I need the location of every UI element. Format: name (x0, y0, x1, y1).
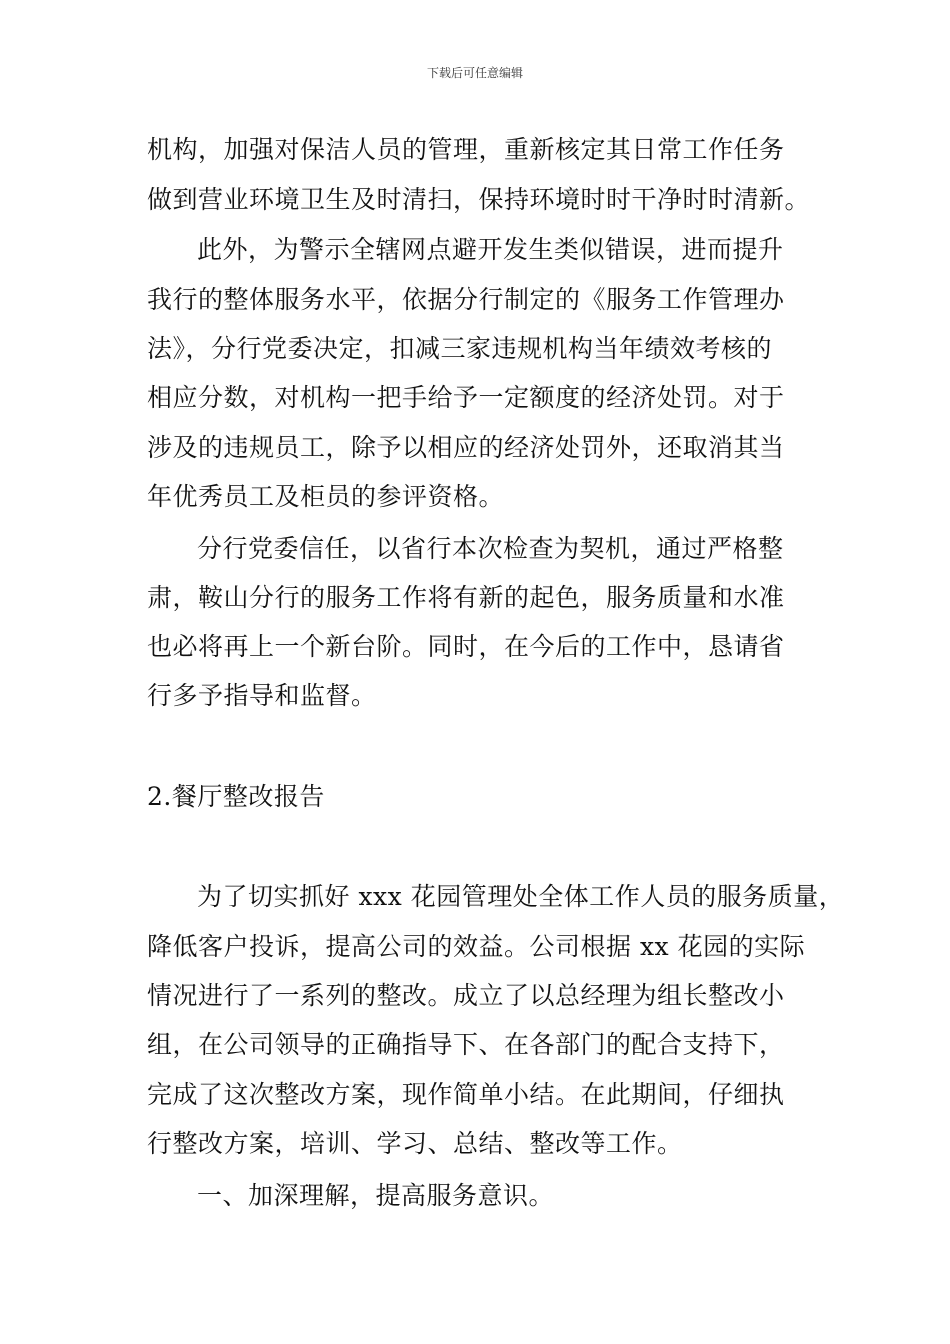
text-line: 情况进行了一系列的整改。成立了以总经理为组长整改小 (147, 981, 785, 1010)
text-line: 行多予指导和监督。 (147, 681, 377, 710)
page-header-note: 下载后可任意编辑 (426, 66, 523, 80)
text-line: 组，在公司领导的正确指导下、在各部门的配合支持下， (147, 1030, 785, 1059)
text-line: 完成了这次整改方案，现作简单小结。在此期间，仔细执 (147, 1080, 785, 1109)
section-heading: 2.餐厅整改报告 (147, 782, 325, 811)
paragraph-start-line: 分行党委信任，以省行本次检查为契机，通过严格整 (197, 534, 784, 563)
text-line: 机构，加强对保洁人员的管理，重新核定其日常工作任务 (147, 135, 785, 164)
subheading: 一、加深理解，提高服务意识。 (197, 1181, 555, 1210)
text-line: 肃，鞍山分行的服务工作将有新的起色，服务质量和水准 (147, 583, 785, 612)
text-line: 涉及的违规员工，除予以相应的经济处罚外，还取消其当 (147, 433, 785, 462)
text-line: 降低客户投诉，提高公司的效益。公司根据 xx 花园的实际 (147, 932, 806, 961)
text-line: 我行的整体服务水平，依据分行制定的《服务工作管理办 (147, 285, 785, 314)
text-line: 年优秀员工及柜员的参评资格。 (147, 482, 505, 511)
paragraph-start-line: 为了切实抓好 xxx 花园管理处全体工作人员的服务质量， (197, 882, 845, 911)
text-line: 相应分数，对机构一把手给予一定额度的经济处罚。对于 (147, 383, 785, 412)
paragraph-start-line: 此外，为警示全辖网点避开发生类似错误，进而提升 (197, 235, 784, 264)
text-line: 法》，分行党委决定，扣减三家违规机构当年绩效考核的 (147, 334, 773, 363)
text-line: 也必将再上一个新台阶。同时，在今后的工作中，恳请省 (147, 632, 785, 661)
text-line: 做到营业环境卫生及时清扫，保持环境时时干净时时清新。 (147, 185, 811, 214)
text-line: 行整改方案，培训、学习、总结、整改等工作。 (147, 1129, 683, 1158)
